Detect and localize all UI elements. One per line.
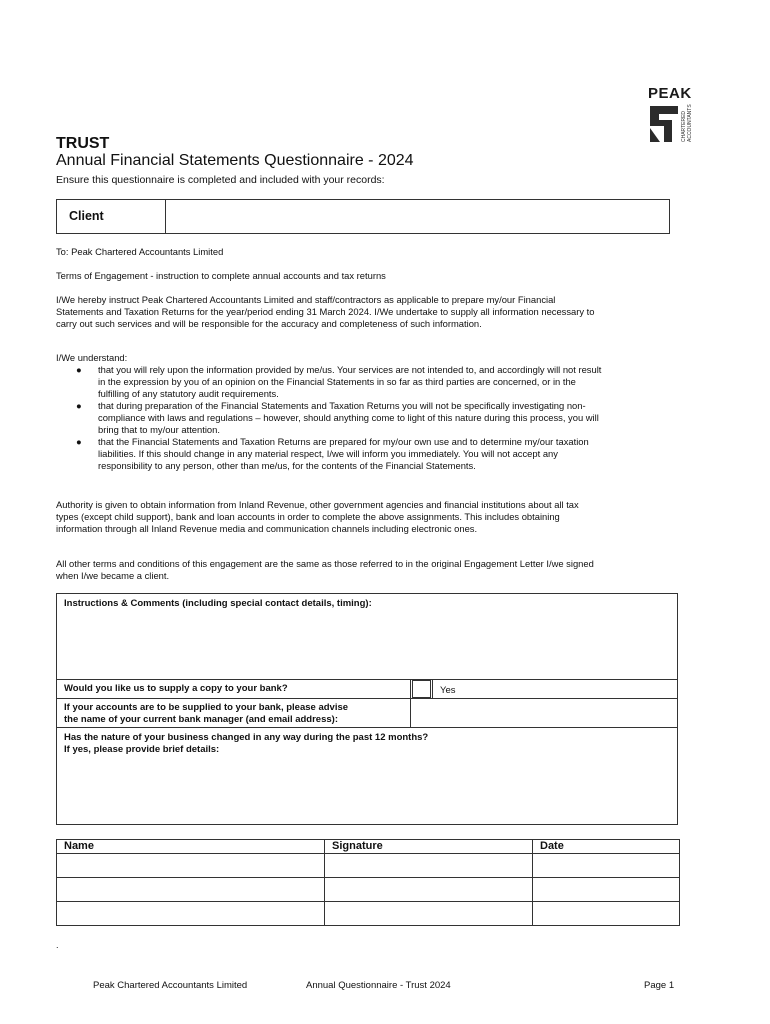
date-cell[interactable] bbox=[533, 878, 680, 902]
bullet-icon: ● bbox=[76, 364, 82, 375]
bullet-icon: ● bbox=[76, 400, 82, 411]
questionnaire-form bbox=[56, 593, 678, 825]
table-header-row bbox=[57, 840, 680, 854]
divider bbox=[57, 679, 677, 680]
nature-change-details-label: If yes, please provide brief details: bbox=[64, 744, 220, 755]
name-cell[interactable] bbox=[57, 902, 325, 926]
nature-change-question: Has the nature of your business changed in any way during the past 12 months? bbox=[64, 732, 429, 743]
bank-manager-label-line1: If your accounts are to be supplied to your bank, please advise bbox=[64, 702, 349, 713]
signature-table bbox=[56, 839, 680, 926]
footer-page-number: Page 1 bbox=[644, 980, 675, 991]
logo-side-line1: CHARTERED bbox=[681, 110, 687, 142]
footer-company: Peak Chartered Accountants Limited bbox=[93, 980, 248, 991]
logo-side-text bbox=[681, 104, 701, 142]
divider bbox=[57, 727, 677, 728]
client-input[interactable] bbox=[167, 200, 667, 233]
instructions-label: Instructions & Comments (including special contact details, timing): bbox=[64, 598, 372, 609]
logo-mark-icon bbox=[650, 106, 680, 142]
signature-column-header: Signature bbox=[325, 840, 533, 854]
stray-dot: . bbox=[56, 940, 59, 950]
name-cell[interactable] bbox=[57, 878, 325, 902]
instruction-paragraph: I/We hereby instruct Peak Chartered Accountants Limited and staff/contractors as applicable to prepare my/our Financial Statements and Taxation Returns for the year/period ending 31 March 2024. I/We undertake to supply all information necessary to carry out such services and will be responsible for the accuracy and completeness of such information. bbox=[56, 294, 595, 329]
bank-manager-input[interactable] bbox=[412, 700, 677, 726]
list-item-text: that during preparation of the Financial Statements and Taxation Returns you will not be specifically investigating non-compliance with laws and regulations – however, should anything come to light of this nature during this process, you will bring that to my/our attention. bbox=[98, 400, 599, 435]
bank-copy-checkbox[interactable] bbox=[412, 680, 431, 698]
list-item bbox=[56, 400, 602, 436]
divider bbox=[57, 698, 677, 699]
bank-manager-label-line2: the name of your current bank manager (and email address): bbox=[64, 714, 338, 725]
bank-copy-column-divider bbox=[410, 679, 411, 727]
list-item-text: that you will rely upon the information provided by me/us. Your services are not intended to, and accordingly will not result in the expression by you of an opinion on the Financial Statements in so far as third parties are concerned, or in the fulfilling of any statutory audit requirements. bbox=[98, 364, 602, 399]
bank-copy-yes-label: Yes bbox=[440, 685, 456, 696]
logo-wordmark: PEAK bbox=[648, 85, 692, 102]
client-field-box bbox=[56, 199, 670, 234]
intro-text: Ensure this questionnaire is completed and included with your records: bbox=[56, 174, 385, 186]
date-cell[interactable] bbox=[533, 854, 680, 878]
instructions-input[interactable] bbox=[57, 612, 677, 678]
list-item bbox=[56, 364, 602, 400]
list-item bbox=[56, 436, 602, 472]
signature-cell[interactable] bbox=[325, 854, 533, 878]
authority-paragraph: Authority is given to obtain information from Inland Revenue, other government agencies and financial institutions about all tax types (except child support), bank and loan accounts in order to complete the above assignments. This includes obtaining information through all Inland Revenue media and communication channels including electronic ones. bbox=[56, 499, 579, 534]
bank-copy-checkbox-divider bbox=[432, 679, 433, 699]
footer-document-name: Annual Questionnaire - Trust 2024 bbox=[306, 980, 451, 991]
date-cell[interactable] bbox=[533, 902, 680, 926]
table-row bbox=[57, 854, 680, 878]
understanding-list bbox=[56, 364, 602, 472]
bank-copy-question: Would you like us to supply a copy to your bank? bbox=[64, 683, 288, 694]
nature-change-input[interactable] bbox=[57, 758, 677, 824]
name-column-header: Name bbox=[57, 840, 325, 854]
terms-heading: Terms of Engagement - instruction to complete annual accounts and tax returns bbox=[56, 270, 386, 281]
bullet-icon: ● bbox=[76, 436, 82, 447]
logo-side-line2: ACCOUNTANTS bbox=[687, 104, 693, 142]
list-item-text: that the Financial Statements and Taxation Returns are prepared for my/our own use and to determine my/our taxation liabilities. If this should change in any material respect, I/we will inform you immediately. You will not accept any responsibility to any person, other than me/us, for the contents of the Financial Statements. bbox=[98, 436, 589, 471]
client-label: Client bbox=[57, 200, 166, 233]
understand-heading: I/We understand: bbox=[56, 352, 128, 363]
other-terms-paragraph: All other terms and conditions of this engagement are the same as those referred to in the original Engagement Letter I/we signed when I/we became a client. bbox=[56, 558, 594, 581]
page-subtitle: Annual Financial Statements Questionnaire - 2024 bbox=[56, 152, 414, 169]
addressee-text: To: Peak Chartered Accountants Limited bbox=[56, 246, 224, 257]
table-row bbox=[57, 902, 680, 926]
table-row bbox=[57, 878, 680, 902]
date-column-header: Date bbox=[533, 840, 680, 854]
signature-cell[interactable] bbox=[325, 902, 533, 926]
peak-logo bbox=[648, 86, 704, 144]
name-cell[interactable] bbox=[57, 854, 325, 878]
signature-cell[interactable] bbox=[325, 878, 533, 902]
page-title: TRUST bbox=[56, 135, 110, 152]
